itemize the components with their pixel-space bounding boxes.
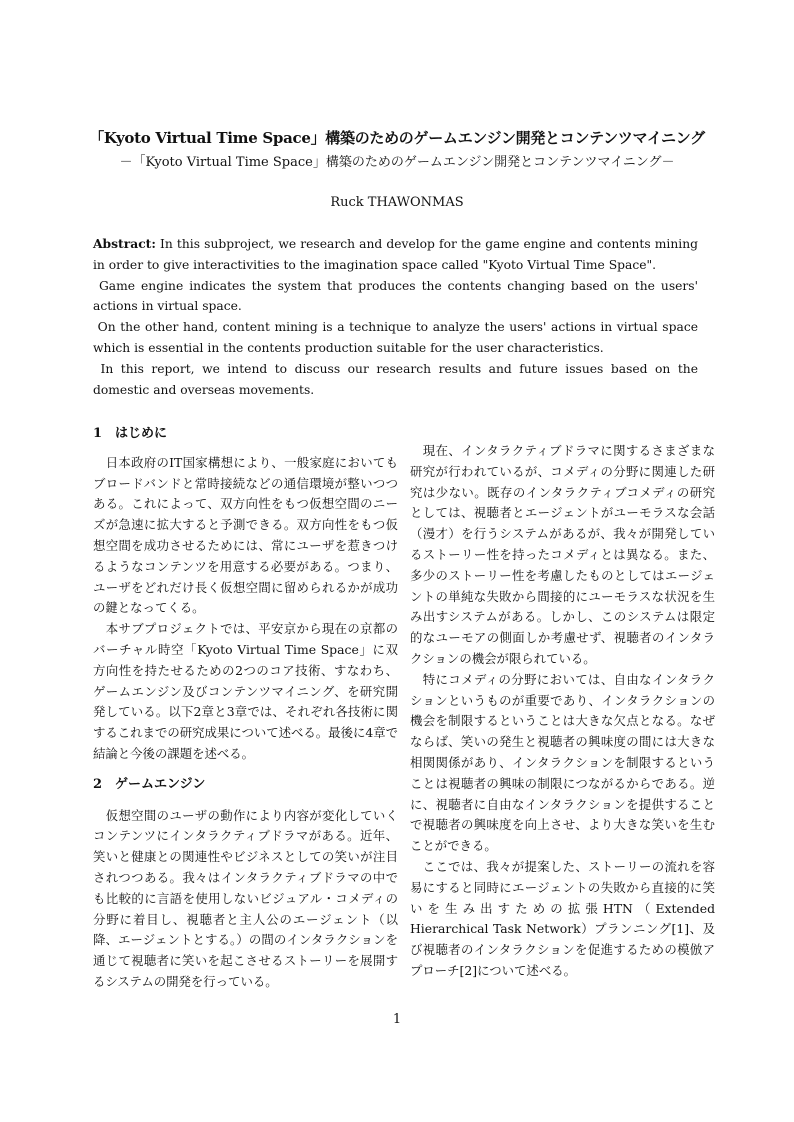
- abstract-text: Game engine indicates the system that produces the contents changing based on the users' actions in virtual space.: [93, 278, 698, 314]
- body-text: 日本政府のIT国家構想により、一般家庭においてもブロードバンドと常時接続などの通信環境が整いつつある。これによって、双方向性をもつ仮想空間のニーズが急速に拡大すると予測できる。双方向性をもつ仮想空間を成功させるためには、常にユーザを惹きつけるようなコンテンツを用意する必要がある。つまり、ユーザをどれだけ長く仮想空間に留められるかが成功の鍵となってくる。: [93, 454, 399, 616]
- abstract-label: Abstract:: [93, 236, 156, 251]
- section-number: 2: [93, 776, 103, 792]
- abstract-text: In this subproject, we research and develop for the game engine and contents mining in order to give interactivities to the imagination space called "Kyoto Virtual Time Space".: [93, 237, 698, 272]
- abstract-paragraph: [93, 234, 698, 276]
- section-title: はじめに: [115, 426, 168, 441]
- body-paragraph: [410, 670, 715, 857]
- body-text: ここでは、我々が提案した、ストーリーの流れを容易にすると同時にエージェントの失敗から直接的に笑いを生み出すための拡張HTN（Extended Hierarchical Task Network）プランニング[1]、及び視聴者のインタラクションを促進するための模倣アプローチ[2]について述べる。: [410, 858, 716, 978]
- body-text: 仮想空間のユーザの動作により内容が変化していくコンテンツにインタラクティブドラマがある。近年、笑いと健康との関連性やビジネスとしての笑いが注目されつつある。我々はインタラクティブドラマの中でも比較的に言語を使用しないビジュアル・コメディの分野に着目し、視聴者と主人公のエージェント（以降、エージェントとする。）の間のインタラクションを通じて視聴者に笑いを起こさせるストーリーを展開するシステムの開発を行っている。: [93, 807, 399, 989]
- body-text: 本サブプロジェクトでは、平安京から現在の京都のバーチャル時空「Kyoto Virtual Time Space」に双方向性を持たせるための2つのコア技術、すなわち、ゲームエンジン及びコンテンツマイニング、を研究開発している。以下2章と3章では、それぞれ各技術に関するこれまでの研究成果について述べる。最後に4章で結論と今後の課題を述べる。: [93, 621, 399, 761]
- right-column: [410, 441, 715, 982]
- author-name: Ruck THAWONMAS: [330, 195, 464, 210]
- body-paragraph: [410, 857, 715, 982]
- section-heading: [93, 424, 398, 445]
- abstract-paragraph: [93, 359, 698, 401]
- paper-subtitle: －「Kyoto Virtual Time Space」構築のためのゲームエンジン開発とコンテンツマイニング－: [119, 155, 675, 170]
- abstract-text: On the other hand, content mining is a technique to analyze the users' actions in virtual space which is essential in the contents production suitable for the user characteristics.: [93, 320, 698, 355]
- abstract-paragraph: [93, 317, 698, 359]
- paper-title: 「Kyoto Virtual Time Space」構築のためのゲームエンジン開発とコンテンツマイニング: [89, 129, 705, 147]
- body-text: 特にコメディの分野においては、自由なインタラクションというものが重要であり、インタラクションの機会を制限するということは大きな欠点となる。なぜならば、笑いの発生と視聴者の興味度の間には大きな相関関係があり、インタラクションを制限するということは視聴者の興味の制限につながるからである。逆に、視聴者に自由なインタラクションを提供することで視聴者の興味度を向上させ、より大きな笑いを生むことができる。: [410, 671, 716, 854]
- body-text: 現在、インタラクティブドラマに関するさまざまな研究が行われているが、コメディの分野に関連した研究は少ない。既存のインタラクティブコメディの研究としては、視聴者とエージェントがユーモラスな会話（漫才）を行うシステムがあるが、我々が開発しているストーリー性を持ったコメディとは異なる。また、多少のストーリー性を考慮したものとしてはエージェントの単純な失敗から間接的にユーモラスな状況を生み出すシステムがある。しかし、このシステムは限定的なユーモアの側面しか考慮せず、視聴者のインタラクションの機会が限られている。: [410, 443, 716, 666]
- body-paragraph: [93, 619, 398, 765]
- section-title: ゲームエンジン: [115, 776, 206, 792]
- body-paragraph: [410, 441, 715, 670]
- body-paragraph: [93, 453, 398, 619]
- section-heading: [93, 775, 398, 796]
- abstract: [93, 234, 698, 400]
- body-paragraph: [93, 806, 398, 993]
- abstract-text: In this report, we intend to discuss our research results and future issues based on the domestic and overseas movements.: [93, 361, 698, 397]
- page-number: 1: [392, 1012, 402, 1027]
- abstract-paragraph: [93, 276, 698, 318]
- left-column: [93, 424, 398, 993]
- section-number: 1: [93, 426, 103, 441]
